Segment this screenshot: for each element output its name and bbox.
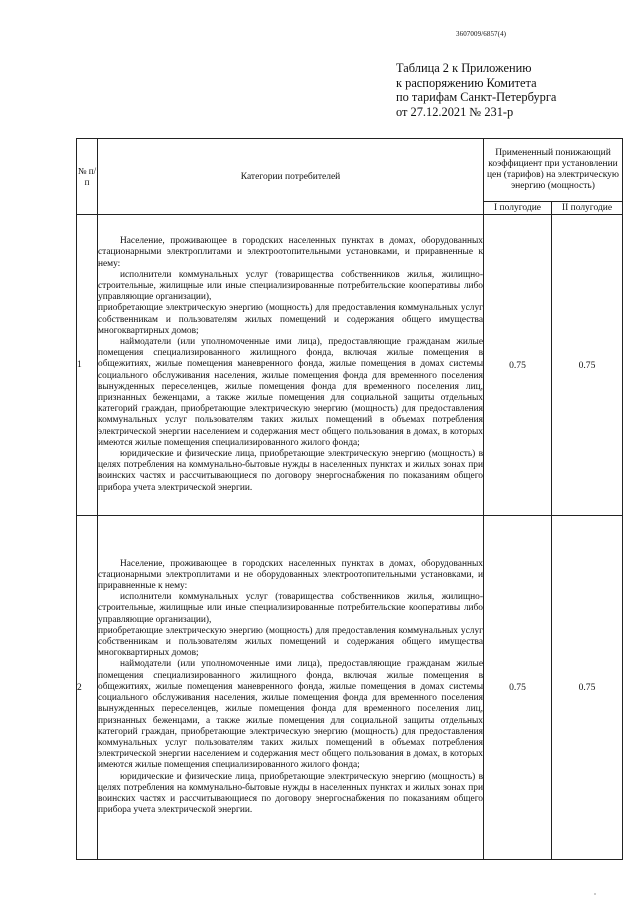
category-paragraph: приобретающие электрическую энергию (мощность) для предоставления коммунальных услуг собственникам и пользователям жилых помещений и содержания общего имущества многоквартирных домов; — [98, 625, 483, 659]
category-cell — [98, 215, 484, 516]
category-paragraph: Население, проживающее в городских населенных пунктах в домах, оборудованных стационарными электроплитами и электроотопительными установками, и приравненные к нему: — [98, 236, 483, 269]
table-caption — [396, 61, 556, 119]
coefficient-half-1: 0.75 — [484, 516, 552, 860]
category-paragraph: наймодатели (или уполномоченные ими лица), предоставляющие гражданам жилые помещения специализированного жилищного фонда, включая жилые помещения в общежитиях, жилые помещения маневренного фонда, жилые помещения в домах системы социального обслуживания населения, жилые помещения фонда для временного поселения вынужденных переселенцев, жилые помещения фонда для временного поселения лиц, признанных беженцами, а также жилые помещения для социальной защиты отдельных категорий граждан, приобретающие электрическую энергию (мощность) для предоставления коммунальных услуг пользователям таких жилых помещений в объемах потребления электрической энергии населением и содержания мест общего пользования в домах, в которых имеются жилые помещения специализированного жилого фонда; — [98, 336, 483, 448]
tariff-coefficient-table — [76, 138, 623, 860]
category-paragraph: юридические и физические лица, приобретающие электрическую энергию (мощность) в целях потребления на коммунально-бытовые нужды в населенных пунктах и жилых зонах при воинских частях и рассчитывающиеся по договору энергоснабжения по показаниям общего прибора учета электрической энергии. — [98, 771, 483, 816]
caption-line: по тарифам Санкт-Петербурга — [396, 90, 557, 105]
document-number: 3607009/6857(4) — [456, 30, 507, 38]
scan-speck — [594, 893, 596, 895]
coefficient-half-2: 0.75 — [552, 215, 623, 516]
category-paragraph: исполнители коммунальных услуг (товарищества собственников жилья, жилищно-строительные, жилищные или иные специализированные потребительские кооперативы либо управляющие организации), — [98, 269, 483, 303]
category-paragraph: исполнители коммунальных услуг (товарищества собственников жилья, жилищно-строительные, жилищные или иные специализированные потребительские кооперативы либо управляющие организации), — [98, 592, 483, 625]
row-number: 1 — [77, 215, 98, 516]
caption-line: к распоряжению Комитета — [396, 75, 537, 90]
caption-line: Таблица 2 к Приложению — [396, 61, 532, 75]
row-number: 2 — [77, 516, 98, 860]
table-row — [77, 516, 623, 860]
caption-line: от 27.12.2021 № 231-р — [396, 104, 514, 119]
category-cell — [98, 516, 484, 860]
category-paragraph: наймодатели (или уполномоченные ими лица), предоставляющие гражданам жилые помещения специализированного жилищного фонда, включая жилые помещения в общежитиях, жилые помещения маневренного фонда, жилые помещения в домах системы социального обслуживания населения, жилые помещения фонда для временного поселения вынужденных переселенцев, жилые помещения фонда для временного поселения лиц, признанных беженцами, а также жилые помещения для социальной защиты отдельных категорий граждан, приобретающие электрическую энергию (мощность) для предоставления коммунальных услуг пользователям таких жилых помещений в объемах потребления электрической энергии населением и содержания мест общего пользования в домах, в которых имеются жилые помещения специализированного жилого фонда; — [98, 659, 483, 771]
header-category: Категории потребителей — [98, 139, 484, 215]
category-paragraph: юридические и физические лица, приобретающие электрическую энергию (мощность) в целях потребления на коммунально-бытовые нужды в населенных пунктах и жилых зонах при воинских частях и рассчитывающиеся по договору энергоснабжения по показаниям общего прибора учета электрической энергии. — [98, 449, 483, 493]
coefficient-half-2: 0.75 — [552, 516, 623, 860]
table-row — [77, 215, 623, 516]
coefficient-half-1: 0.75 — [484, 215, 552, 516]
header-row-number: № п/п — [77, 139, 98, 215]
category-paragraph: приобретающие электрическую энергию (мощность) для предоставления коммунальных услуг собственникам и пользователям жилых помещений и содержания общего имущества многоквартирных домов; — [98, 303, 483, 336]
header-half-year-2: II полугодие — [552, 202, 623, 215]
category-paragraph: Население, проживающее в городских населенных пунктах в домах, оборудованных стационарными электроплитами и не оборудованных электроотопительными установками, и приравненные к нему: — [98, 558, 483, 592]
header-half-year-1: I полугодие — [484, 202, 552, 215]
header-coefficient: Примененный понижающий коэффициент при установлении цен (тарифов) на электрическую энергию (мощность) — [484, 139, 623, 202]
